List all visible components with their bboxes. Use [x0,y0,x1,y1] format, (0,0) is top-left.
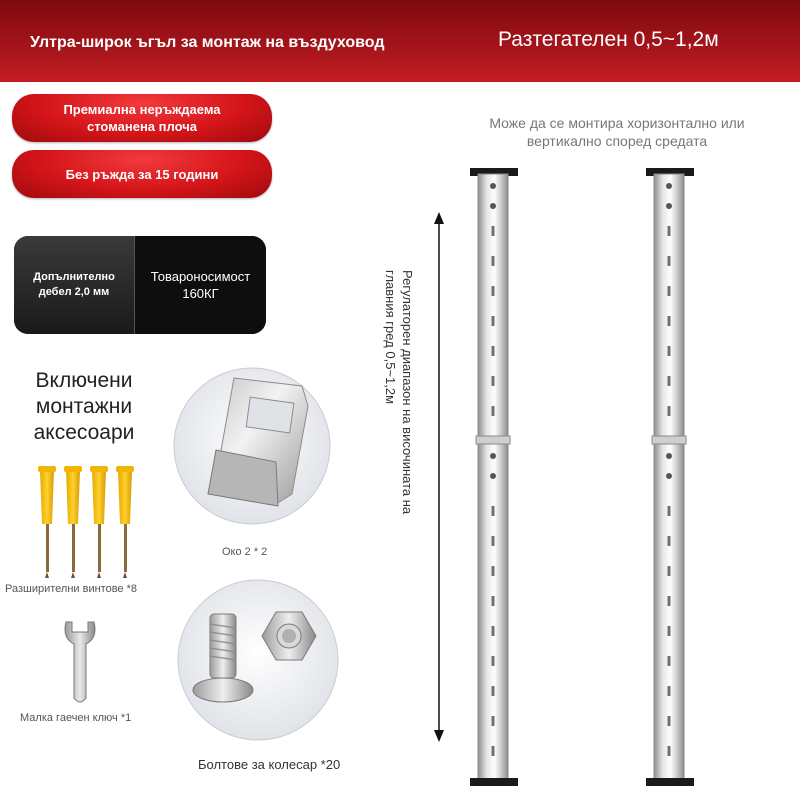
anchor-caption: Разширителни винтове *8 [5,583,137,595]
range-arrow [432,212,446,742]
range-note: Регулаторен диапазон на височината на главния гред 0,5~1,2м [383,270,415,515]
hook-caption: Око 2 * 2 [222,546,268,558]
feature-pill-steel [12,94,272,142]
rail-left [464,166,524,788]
anchor-icon [38,466,56,578]
top-banner [0,0,800,82]
anchor-screws-image [30,462,140,580]
rail-right [640,166,700,788]
wrench-caption: Малка гаечен ключ *1 [20,712,132,724]
banner-extension: Разтегателен 0,5~1,2м [498,28,719,51]
spec-box [14,236,266,334]
anchor-icon [116,466,134,578]
feature-pill-rust [12,150,272,198]
hook-image [172,366,332,526]
spec-load [134,236,266,334]
feature-pill-rust-label: Без ръжда за 15 години [65,166,219,182]
anchor-icon [90,466,108,578]
banner-title: Ултра-широк ъгъл за монтаж на въздуховод [30,34,385,51]
bolts-image [176,578,340,742]
spec-thickness-label: Допълнително дебел 2,0 мм [33,271,115,298]
accessories-title: Включени монтажни аксесоари [33,369,135,444]
feature-pill-steel-label: Премиална неръждаема стоманена плоча [63,102,221,134]
wrench-image [60,618,100,706]
spec-thickness [14,236,134,334]
mount-orientation-note: Може да се монтира хоризонтално или вертикално според средата [489,115,745,149]
wrench-icon [65,622,95,702]
spec-load-label: Товароносимост 160КГ [150,269,251,301]
bolts-caption: Болтове за колесар *20 [198,757,341,772]
anchor-icon [64,466,82,578]
